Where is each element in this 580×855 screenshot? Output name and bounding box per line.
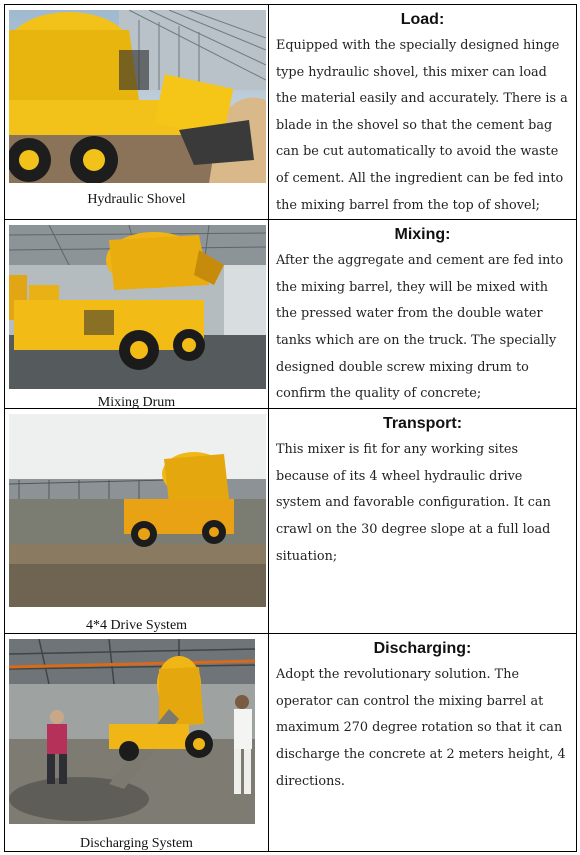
text-cell bbox=[269, 634, 577, 852]
section-text: This mixer is fit for any working sites because of its 4 wheel hydraulic drive system and favorable configuration. It can crawl on the 30 degree slope at a full load situation; bbox=[276, 442, 551, 564]
image-caption: 4*4 Drive System bbox=[85, 618, 188, 634]
image-caption: Discharging System bbox=[80, 836, 193, 852]
section-title: Discharging: bbox=[373, 640, 472, 658]
image-caption: Hydraulic Shovel bbox=[87, 192, 186, 207]
section-title: Load: bbox=[400, 11, 445, 28]
section-text: Equipped with the specially designed hinge type hydraulic shovel, this mixer can load the material easily and accurately. There is a blade in the shovel so that the cement bag can be cut automatically to avoid the waste of cement. All the ingredient can be fed into the mixing barrel from the top of shovel; bbox=[276, 38, 568, 213]
image-cell bbox=[5, 634, 269, 852]
text-cell bbox=[269, 5, 577, 220]
hydraulic-shovel-photo bbox=[9, 10, 266, 183]
drive-system-photo bbox=[9, 414, 266, 607]
feature-table bbox=[4, 4, 577, 852]
discharging-system-photo bbox=[9, 639, 255, 824]
section-title: Transport: bbox=[382, 415, 463, 433]
mixing-drum-photo bbox=[9, 225, 266, 389]
table-row-discharging bbox=[5, 634, 577, 852]
section-text: After the aggregate and cement are fed into the mixing barrel, they will be mixed with the pressed water from the double water tanks which are on the truck. The specially designed double screw mixing drum to confirm the quality of concrete; bbox=[276, 253, 564, 402]
image-cell bbox=[5, 409, 269, 634]
section-title: Mixing: bbox=[394, 226, 451, 244]
table-row-transport bbox=[5, 409, 577, 634]
table-row-mixing bbox=[5, 220, 577, 409]
text-cell bbox=[269, 220, 577, 409]
image-caption: Mixing Drum bbox=[97, 395, 176, 411]
image-cell bbox=[5, 5, 269, 220]
image-cell bbox=[5, 220, 269, 409]
section-text: Adopt the revolutionary solution. The operator can control the mixing barrel at maximum 270 degree rotation so that it can discharge the concrete at 2 meters height, 4 directions. bbox=[276, 667, 566, 789]
text-cell bbox=[269, 409, 577, 634]
table-row-load bbox=[5, 5, 577, 220]
